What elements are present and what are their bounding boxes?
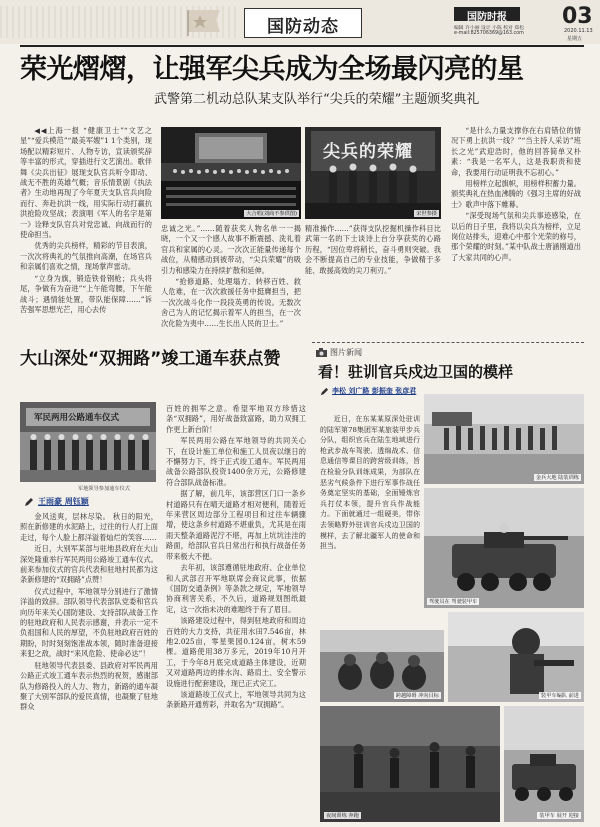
photo-troops-field	[424, 394, 584, 484]
paragraph: “抢修道路、处理塌方、转移百姓、救人危难，在一次次救援任务中挺膺担当，把一次次战斗化作一段段英勇的传说。无数次舍己为人的记忆揭示着军人的担当，在一次次化险为夷中……生长出人民的卫士。”	[161, 277, 301, 328]
byline-text: 王雨豪 周钰颖	[38, 497, 89, 506]
photo-caption: 宋世参摄	[416, 211, 437, 217]
flag-emblem	[178, 6, 236, 38]
photo-caption: 装甲车 展开 迎接	[539, 813, 579, 819]
paragraph: 仪式过程中，军地领导分别进行了激情洋溢的致辞。部队领导代表部队党委和官兵向历年来关心国防建设、支持部队战备工作的驻地政府和人民表示感谢，并表示一定不负祖国和人民的厚望，不负驻地政府百姓的期盼，时时刻刻饱准战本领，随时准备迎接来犯之敌，战时“来风危险、使命必达”！	[20, 586, 158, 659]
article1-col3	[305, 224, 441, 284]
photo-armored-deploy	[504, 706, 584, 822]
photo-news-title: 看！驻训官兵戍边卫国的模样	[318, 363, 514, 381]
page-number: 03	[562, 4, 593, 29]
photo-news-byline-text: 李松 刘广路 彭振奎 张彦君	[332, 387, 417, 395]
article2-col2	[166, 404, 306, 824]
paragraph: 优秀的尖兵榜样，精彩的节目表演，一次次将典礼的气氛推向高潮，在场官兵和亲属们喜欢之情，现场掌声雷动。	[20, 241, 152, 272]
photo-caption: 金兵大地 陆装训练	[535, 475, 579, 481]
staff-credit: 编辑 许小丽 设计 小陈 校对 郑松	[454, 26, 524, 31]
paragraph: 金风送爽，层林尽染。 秋日的阳光，照在新修建的水泥路上，过往的行人打上面走过，每个人脸上都洋溢着灿烂的笑容……	[20, 512, 158, 542]
photo-banner-text: 尖兵的荣耀	[323, 142, 413, 162]
article1-col2	[161, 224, 301, 341]
photo-award-presentation	[305, 127, 441, 219]
photo-opening-ceremony	[20, 402, 156, 482]
photo-news-tag	[316, 347, 406, 359]
issue-weekday: 星期五	[567, 36, 583, 42]
photo-news-byline	[320, 386, 430, 410]
paragraph: 据了解，前几年，该部营区门口一条乡村道路只有在晴天道路才相对便利，随着近年来营区周边部分工程项目和过往车辆骤增，使这条乡村道路不堪重负，尤其是在雨雨天整条道路泥泞不堪，再加上坑坑洼洼的路面，给部队官兵日常出行和执行战备任务带来极大不便。	[166, 489, 306, 561]
photo-caption: 跨越障碍 冲向目标	[395, 693, 439, 699]
pen-icon	[24, 497, 34, 507]
paper-name: 国防时报	[467, 12, 507, 23]
paragraph: 军民两用公路在军地领导的共同关心下，在设计施工单位和施工人员夜以继日的不懈努力下，终于正式竣工通车。军民两用战备公路部队投资1400余万元，公路修建符合部队战备标准。	[166, 436, 306, 487]
paragraph: 精准操作……”获得支队挖掘机操作科目比武第一名的下士谈诗上台分享获奖的心路历程，“因位卑将稍长，奋斗勇则突破。我会不断提高自己的专业技能，争做精于多能、敢援高效的尖刀利刃。”	[305, 224, 441, 275]
sub-headline: 武警第二机动总队某支队举行“尖兵的荣耀”主题颁奖典礼	[154, 92, 480, 107]
article1-col1	[20, 126, 152, 342]
article2-col1	[20, 512, 158, 824]
article2-title: 大山深处“双拥路”竣工通车获点赞	[20, 349, 281, 369]
issue-date: 2020.11.13	[564, 28, 593, 34]
section-title: 国防动态	[267, 17, 339, 37]
paragraph: 去年初，该部遵循驻地政府、企业单位和人武部召开军地联席会商议此事，依据《国防交通条例》等条款之规定，军地领导协商利害关系，不久后，道路规划图纸最定，这一次指未决的难题终于有了眉目。	[166, 563, 306, 614]
pen-icon	[320, 387, 329, 396]
paragraph: 该道路竣工仪式上，军地领导共同为这条新路开通剪彩，并取名为“双拥路”。	[166, 689, 306, 710]
photo-vehicle-column	[448, 612, 584, 702]
byline	[24, 496, 154, 508]
paragraph: 近日，大别军某部与驻地县政府在大山深处隆重举行军民两用公路竣工通车仪式。前来参加仪式的官兵代表和驻地村民都为这条新修建的“双拥路”点赞！	[20, 544, 158, 585]
paragraph: 近日，在东某某原深处驻训的陆军第78集团军某旅装甲步兵分队，组织官兵在陆生地域进行枪武步战车驾驶、透绵战术、信息通信等课目的跨营级训练，旨在检验分队训练成果，为部队在恶劣气候条件下进行军事作战任务奠定坚实的基础，全面锤炼官兵打仗本领，提升官兵作战能力。下面就通过一组硬美，带你去领略野外驻训官兵戍边卫国的模样，去了解北疆军人的使命和担当。	[320, 415, 420, 551]
paragraph: 驻地领导代表县委、县政府对军民两用公路正式竣工通车表示热烈的祝贺，感谢部队为修路投入的人力、物力，新路的通车凝聚了大别军部队的爱民真情，也凝聚了驻地群众	[20, 660, 158, 712]
paragraph: 用榜样立起旗帜，用榜样积蓄力量。颁奖典礼在热血沸腾的《强习主席的好战士》歌声中落下帷幕。	[451, 179, 581, 209]
header-bar	[0, 0, 600, 44]
photo-night-training	[320, 706, 500, 822]
photo-stage-ceremony	[161, 127, 301, 219]
paper-logo	[454, 7, 520, 21]
photo-news-tag-text: 图片新闻	[330, 348, 362, 357]
paragraph: “深受现场气氛和尖兵事迹感染，在以后的日子里，我将以尖兵为榜样，立足岗位站排头，迎难心中那个光荣的称号，那个荣耀的时刻。”某中队战士唐涵刚道出了大家共同的心声。	[451, 211, 581, 262]
paragraph: “是什么力量支撑你在右肩错位的情况下勇上抗洪一线？”“当主持人采访”班长之光”武迎浩时，他的回答简单又朴素：“我是一名军人，这是我职责和使命，我要用行动证明我不忘初心。”	[451, 126, 581, 177]
article1-col4	[451, 126, 581, 342]
email: e-mail:825706369@163.com	[454, 31, 524, 36]
photo-caption: 驾驶员在 驾驶装甲车	[429, 599, 478, 605]
photo-caption: 装甲车编队 前进	[541, 693, 579, 699]
main-headline: 荣光熠熠，让强军尖兵成为全场最闪亮的星	[20, 54, 524, 85]
paragraph: ◀◀上海一报 “健康卫士”“文艺之星”“爱兵模范”“最美军嫂”1 1个类别，现场配以精彩短片、人物专访，宣读颁奖辞等丰富的形式，穿插进行文艺演出。歌伴舞《尖兵出征》展现支队官兵听令即动、战无不胜的英雄气概；音乐情景剧《执法者》生动地再现了今年夏天支队官兵向险而行、奔赴抗洪一线，用实际行动打赢抗洪抢险攻坚战；表演唱《军人的名字是第一》诠释支队官兵对党忠诚、向战而行的使命担当。	[20, 126, 152, 240]
header-rule	[20, 45, 584, 47]
photo-armored-vehicle	[424, 488, 584, 608]
paragraph: 百姓的拥军之意。希望军地双方珍惜这条“双拥路”，用好战备致富路，助力双拥工作更上新台阶！	[166, 404, 306, 434]
paragraph: 忠诚之光。”……随着获奖人物名单一一揭晓，一个又一个感人故事不断震撼、洗礼着官兵和家属的心灵。一次次正能量传递每个战位，从精感动到被带动，“尖兵荣耀”的吸引力和感染力在持续扩散和延伸。	[161, 224, 301, 275]
photo-caption: 军地领导参加通车仪式	[78, 486, 130, 492]
camera-icon	[316, 348, 327, 357]
section-title-box	[244, 8, 362, 38]
photo-caption: 大合唱(刘商不参供图)	[246, 211, 297, 217]
paragraph: “立身为旗，锻造铁骨钢枪；兵头将尾，争做有为奋进”“上午能弯腰，下午能战斗；遇情能处置，带队能保障……”诉苦强军思想光芒，用心去传	[20, 273, 152, 314]
photo-banner-text: 军民两用公路通车仪式	[34, 413, 120, 423]
photo-soldiers-crouching	[320, 630, 444, 702]
photo-news-body	[320, 414, 420, 626]
photo-caption: 夜间训练 奔跑	[326, 813, 359, 819]
paragraph: 该路建设过程中，得到驻地政府和周边百姓的大力支持，共征用水田7.546亩，林地2.025亩，零星果园0.124亩，树木59棵。道路使用38万多元，2019年10月开工，于今年8月底完成道路主体建设，近期又对道路两边的排水沟、路肩土、安全警示设施进行配套建设，现已正式完工。	[166, 616, 306, 688]
